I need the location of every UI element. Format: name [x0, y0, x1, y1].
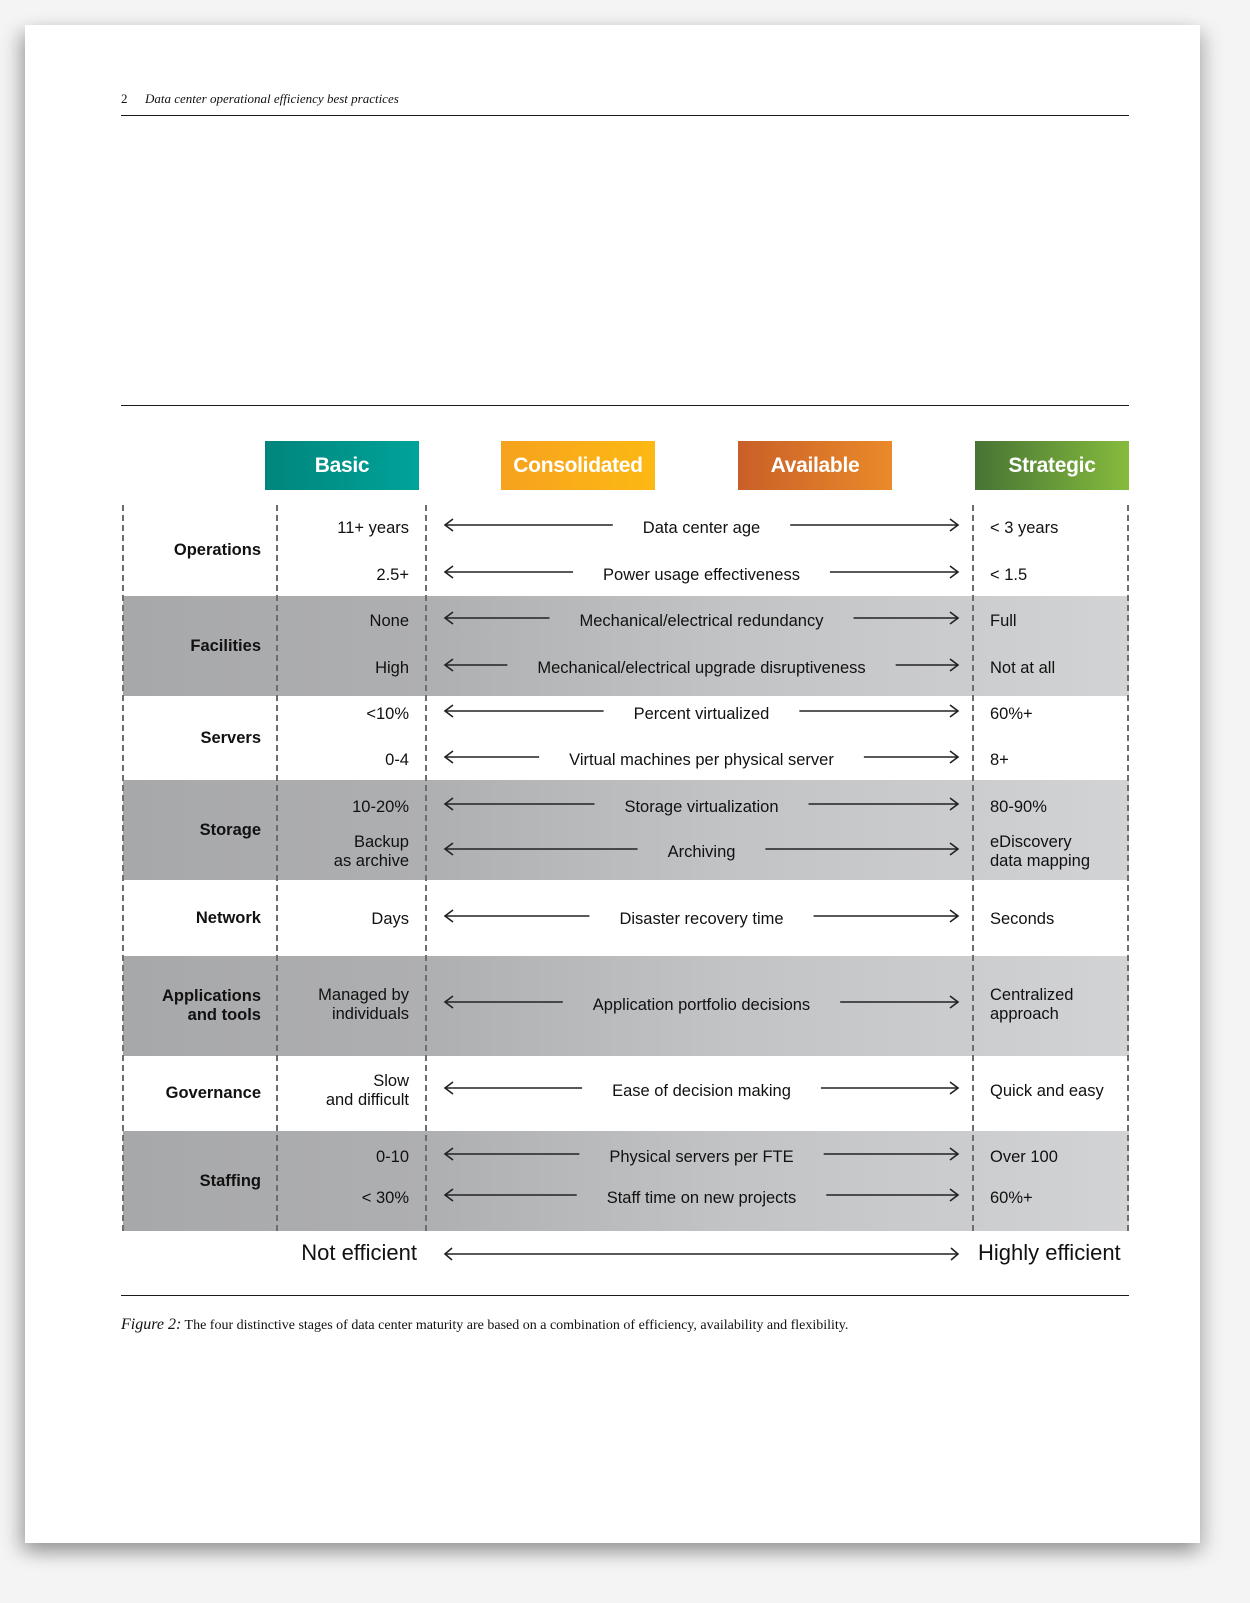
strategic-value: Full	[990, 611, 1017, 630]
basic-value: Days	[371, 909, 409, 928]
row-category: Storage	[199, 820, 261, 839]
basic-value: Slow and difficult	[325, 1072, 409, 1109]
metric-label: Staff time on new projects	[606, 1189, 797, 1207]
strategic-value: Centralized approach	[990, 986, 1074, 1023]
metric-label: Mechanical/electrical upgrade disruptiveness	[537, 659, 866, 677]
metric-label: Power usage effectiveness	[603, 566, 800, 584]
basic-value: High	[375, 658, 409, 677]
metric-scale	[443, 1081, 960, 1101]
row-category: Staffing	[199, 1171, 261, 1190]
row-category: Facilities	[190, 636, 261, 655]
metric-scale	[443, 658, 960, 678]
strategic-value: Not at all	[990, 658, 1056, 677]
header-rule	[121, 115, 1129, 116]
figure-bottom-rule	[121, 1295, 1129, 1296]
metric-scale	[443, 518, 960, 538]
metric-label: Data center age	[642, 519, 761, 537]
strategic-value: < 1.5	[990, 565, 1028, 584]
metric-scale	[443, 1188, 960, 1208]
scale-right-label: Highly efficient	[978, 1240, 1121, 1265]
table-row-staffing	[123, 1131, 1129, 1231]
strategic-value: 60%+	[990, 704, 1033, 723]
running-header-title: Data center operational efficiency best practices	[145, 91, 399, 106]
metric-scale	[443, 611, 960, 631]
page-number: 2	[121, 91, 128, 106]
metric-scale	[443, 995, 960, 1015]
metric-label: Physical servers per FTE	[609, 1148, 794, 1166]
metric-label: Application portfolio decisions	[592, 996, 811, 1014]
stage-consolidated-label: Consolidated	[513, 453, 643, 477]
metric-label: Disaster recovery time	[619, 910, 784, 928]
strategic-value: < 3 years	[990, 518, 1059, 537]
stage-basic	[265, 441, 419, 490]
row-category: Servers	[200, 728, 261, 747]
metric-scale	[443, 909, 960, 929]
basic-value: 10-20%	[352, 797, 409, 816]
stage-strategic	[975, 441, 1129, 490]
metric-scale	[443, 750, 960, 770]
strategic-value: Quick and easy	[990, 1081, 1104, 1100]
basic-value: 0-4	[385, 750, 409, 769]
document-page	[25, 25, 1200, 1543]
divider-metric-target	[972, 505, 974, 1231]
metric-label: Percent virtualized	[633, 705, 770, 723]
metric-label: Mechanical/electrical redundancy	[579, 612, 824, 630]
figure-label: Figure 2:	[121, 1316, 182, 1333]
divider-category-value	[276, 505, 278, 1231]
strategic-value: 8+	[990, 750, 1009, 769]
metric-scale	[443, 565, 960, 585]
basic-value: Backup as archive	[333, 833, 409, 870]
figure-caption-text: The four distinctive stages of data center maturity are based on a combination of efficiency, availability and flexibility.	[184, 1318, 849, 1333]
figure-caption	[121, 1316, 848, 1334]
metric-label: Virtual machines per physical server	[569, 751, 834, 769]
metric-label: Archiving	[667, 843, 736, 861]
row-category: Operations	[173, 541, 261, 559]
scale-left-label: Not efficient	[301, 1240, 417, 1265]
row-category: Applications and tools	[161, 987, 261, 1024]
divider-left-edge	[122, 505, 124, 1231]
row-category: Governance	[165, 1084, 261, 1102]
metric-label: Storage virtualization	[624, 798, 779, 816]
stage-available-label: Available	[770, 453, 860, 477]
row-category: Network	[195, 908, 261, 927]
strategic-value: eDiscovery data mapping	[990, 833, 1090, 870]
basic-value: < 30%	[361, 1188, 409, 1207]
metric-scale	[443, 704, 960, 724]
divider-value-metric	[425, 505, 427, 1231]
basic-value: 11+ years	[337, 518, 409, 537]
metric-scale	[443, 842, 960, 862]
strategic-value: 80-90%	[990, 797, 1047, 816]
efficiency-scale-arrow	[443, 1246, 960, 1262]
divider-right-edge	[1127, 505, 1129, 1231]
table-row-storage	[123, 780, 1129, 880]
stage-strategic-label: Strategic	[1008, 453, 1096, 477]
stage-available	[738, 441, 892, 490]
stage-basic-label: Basic	[314, 453, 370, 477]
strategic-value: 60%+	[990, 1188, 1033, 1207]
basic-value: <10%	[366, 704, 409, 723]
basic-value: Managed by individuals	[318, 986, 409, 1023]
metric-scale	[443, 797, 960, 817]
figure-top-rule	[121, 405, 1129, 406]
strategic-value: Seconds	[990, 909, 1055, 928]
stage-consolidated	[501, 441, 655, 490]
basic-value: 0-10	[375, 1147, 409, 1166]
basic-value: 2.5+	[376, 565, 409, 584]
metric-scale	[443, 1147, 960, 1167]
strategic-value: Over 100	[990, 1147, 1058, 1166]
basic-value: None	[369, 611, 409, 630]
metric-label: Ease of decision making	[612, 1082, 791, 1100]
